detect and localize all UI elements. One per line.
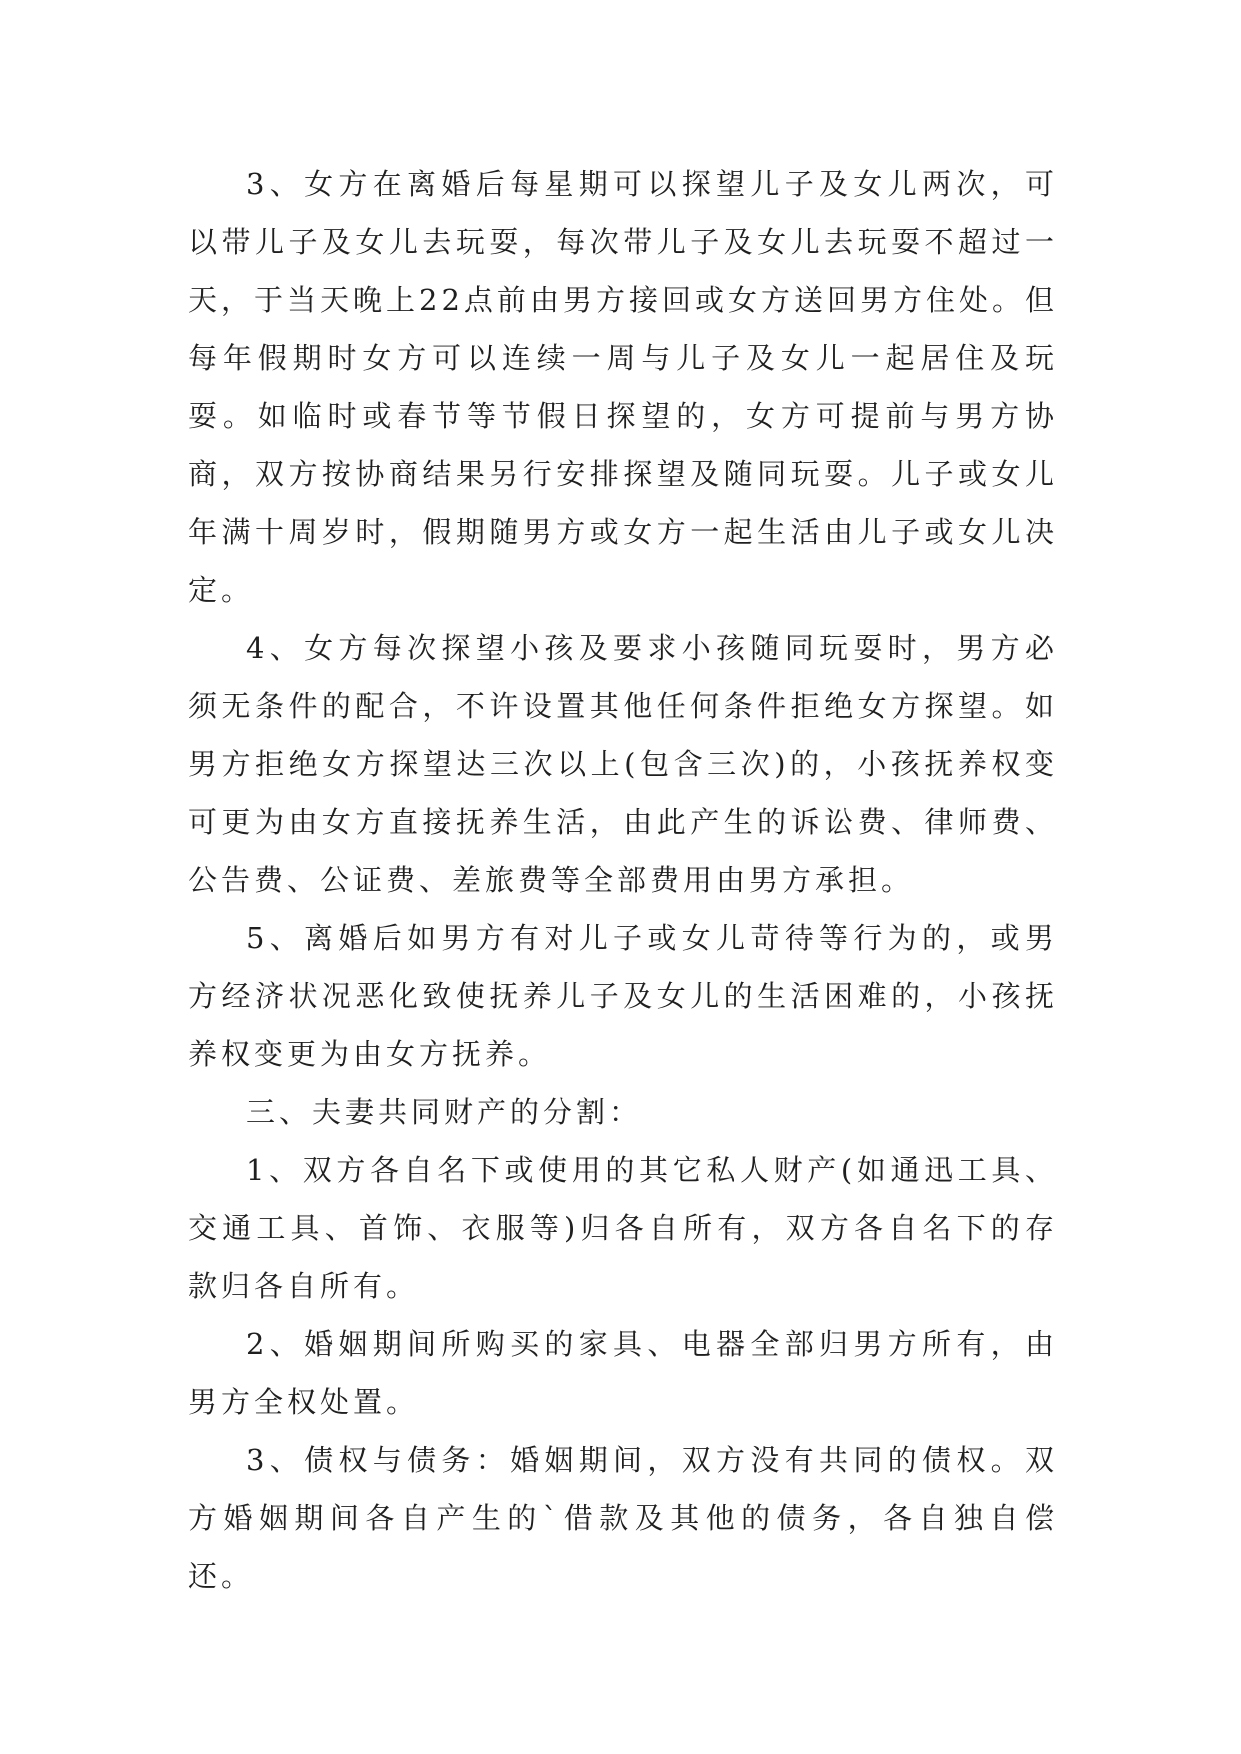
- paragraph-custody-change: 5、离婚后如男方有对儿子或女儿苛待等行为的，或男方经济状况恶化致使抚养儿子及女儿的生活困难的，小孩抚养权变更为由女方抚养。: [188, 921, 1058, 1071]
- document-body: [188, 155, 1058, 1605]
- paragraph-furniture-appliances: 2、婚姻期间所购买的家具、电器全部归男方所有，由男方全权处置。: [188, 1327, 1058, 1419]
- paragraph-visitation-schedule: 3、女方在离婚后每星期可以探望儿子及女儿两次，可以带儿子及女儿去玩耍，每次带儿子及女儿去玩耍不超过一天，于当天晚上22点前由男方接回或女方送回男方住处。但每年假期时女方可以连续一周与儿子及女儿一起居住及玩耍。如临时或春节等节假日探望的，女方可提前与男方协商，双方按协商结果另行安排探望及随同玩耍。儿子或女儿年满十周岁时，假期随男方或女方一起生活由儿子或女儿决定。: [188, 167, 1058, 607]
- section-heading-property-division: 三、夫妻共同财产的分割：: [246, 1095, 643, 1129]
- paragraph-debts-claims: 3、债权与债务：婚姻期间，双方没有共同的债权。双方婚姻期间各自产生的`借款及其他的债务，各自独自偿还。: [188, 1443, 1058, 1593]
- paragraph-personal-property: 1、双方各自名下或使用的其它私人财产(如通迅工具、交通工具、首饰、衣服等)归各自所有，双方各自名下的存款归各自所有。: [188, 1153, 1058, 1303]
- paragraph-visitation-cooperation: 4、女方每次探望小孩及要求小孩随同玩耍时，男方必须无条件的配合，不许设置其他任何条件拒绝女方探望。如男方拒绝女方探望达三次以上(包含三次)的，小孩抚养权变可更为由女方直接抚养生活，由此产生的诉讼费、律师费、公告费、公证费、差旅费等全部费用由男方承担。: [188, 631, 1058, 897]
